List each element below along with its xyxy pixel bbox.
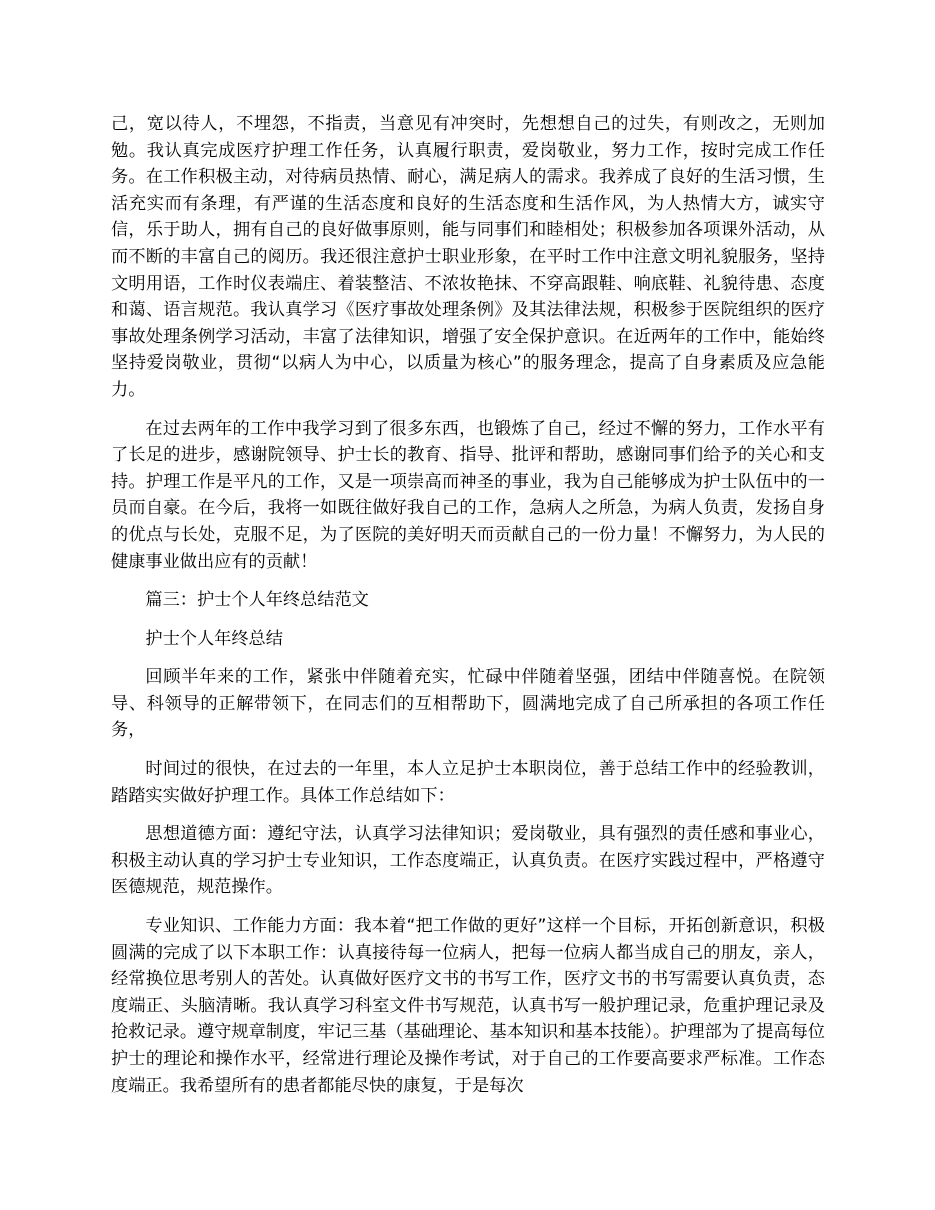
paragraph-gratitude: 在过去两年的工作中我学习到了很多东西，也锻炼了自己，经过不懈的努力，工作水平有了长足的进步，感谢院领导、护士长的教育、指导、批评和帮助，感谢同事们给予的关心和支持。护理工作是平凡的工作，又是一项崇高而神圣的事业，我为自己能够成为护士队伍中的一员而自豪。在今后，我将一如既往做好我自己的工作，急病人之所急，为病人负责，发扬自身的优点与长处，克服不足，为了医院的美好明天而贡献自己的一份力量！不懈努力，为人民的健康事业做出应有的贡献！: [111, 418, 825, 572]
document-page: [111, 111, 825, 1099]
document-subtitle: 护士个人年终总结: [145, 628, 283, 649]
paragraph-continued: 己，宽以待人，不埋怨，不指责，当意见有冲突时，先想想自己的过失，有则改之，无则加勉。我认真完成医疗护理工作任务，认真履行职责，爱岗敬业，努力工作，按时完成工作任务。在工作积极主动，对待病员热情、耐心，满足病人的需求。我养成了良好的生活习惯，生活充实而有条理，有严谨的生活态度和良好的生活态度和生活作风，为人热情大方，诚实守信，乐于助人，拥有自己的良好做事原则，能与同事们和睦相处；积极参加各项课外活动，从而不断的丰富自己的阅历。我还很注意护士职业形象，在平时工作中注意文明礼貌服务，坚持文明用语，工作时仪表端庄、着装整洁、不浓妆艳抹、不穿高跟鞋、响底鞋、礼貌待患、态度和蔼、语言规范。我认真学习《医疗事故处理条例》及其法律法规，积极参于医院组织的医疗事故处理条例学习活动，丰富了法律知识，增强了安全保护意识。在近两年的工作中，能始终坚持爱岗敬业，贯彻“以病人为中心，以质量为核心”的服务理念，提高了自身素质及应急能力。: [111, 114, 825, 400]
paragraph-review: 回顾半年来的工作，紧张中伴随着充实，忙碌中伴随着坚强，团结中伴随喜悦。在院领导、科领导的正解带领下，在同志们的互相帮助下，圆满地完成了自己所承担的各项工作任务，: [111, 667, 825, 741]
paragraph-ethics: 思想道德方面：遵纪守法，认真学习法律知识；爱岗敬业，具有强烈的责任感和事业心，积极主动认真的学习护士专业知识，工作态度端正，认真负责。在医疗实践过程中，严格遵守医德规范，规范操作。: [111, 824, 825, 898]
paragraph-summary-intro: 时间过的很快，在过去的一年里，本人立足护士本职岗位，善于总结工作中的经验教训，踏踏实实做好护理工作。具体工作总结如下：: [111, 759, 825, 806]
paragraph-professional-skills: 专业知识、工作能力方面：我本着“把工作做的更好”这样一个目标，开拓创新意识，积极圆满的完成了以下本职工作：认真接待每一位病人，把每一位病人都当成自己的朋友，亲人，经常换位思考别人的苦处。认真做好医疗文书的书写工作，医疗文书的书写需要认真负责，态度端正、头脑清晰。我认真学习科室文件书写规范，认真书写一般护理记录，危重护理记录及抢救记录。遵守规章制度，牢记三基（基础理论、基本知识和基本技能）。护理部为了提高每位护士的理论和操作水平，经常进行理论及操作考试，对于自己的工作要高要求严标准。工作态度端正。我希望所有的患者都能尽快的康复，于是每次: [111, 916, 825, 1096]
section-heading: 篇三：护士个人年终总结范文: [145, 590, 369, 611]
